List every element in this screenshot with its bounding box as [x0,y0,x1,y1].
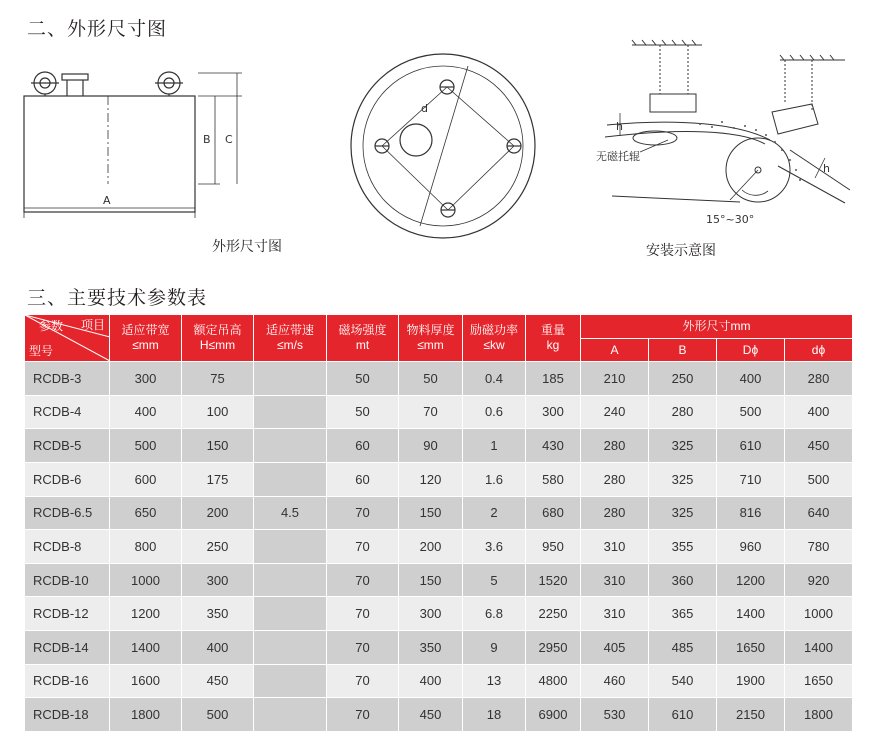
cell-model: RCDB-6 [25,462,110,496]
drawings [0,0,880,270]
cell-weight: 680 [526,496,581,530]
cell-model: RCDB-12 [25,597,110,631]
cell-dim-outer-diameter: 1650 [717,631,785,665]
cell-weight: 6900 [526,698,581,732]
cell-height: 500 [182,698,254,732]
cell-height: 100 [182,395,254,429]
cell-model: RCDB-4 [25,395,110,429]
table-row [25,698,853,732]
corner-header [25,315,110,362]
cell-dim-a: 280 [581,429,649,463]
cell-power: 13 [463,664,526,698]
header-dimensions-group: 外形尺寸mm [581,315,853,339]
cell-width: 1600 [110,664,182,698]
header-field: 磁场强度 mt [327,315,399,362]
cell-model: RCDB-10 [25,563,110,597]
cell-weight: 430 [526,429,581,463]
cell-width: 800 [110,530,182,564]
cell-height: 300 [182,563,254,597]
install-label-h1: h [616,120,623,133]
cell-width: 300 [110,362,182,396]
cell-thickness: 300 [399,597,463,631]
dim-label-d: d [421,102,428,115]
cell-speed [254,395,327,429]
cell-dim-outer-diameter: 1900 [717,664,785,698]
dim-label-b: B [203,133,211,146]
cell-dim-b: 325 [649,496,717,530]
cell-height: 75 [182,362,254,396]
cell-dim-inner-diameter: 1400 [785,631,853,665]
header-dim-inner-diameter: dϕ [785,339,853,362]
cell-thickness: 150 [399,496,463,530]
cell-model: RCDB-14 [25,631,110,665]
dim-label-c: C [225,133,233,146]
cell-dim-inner-diameter: 780 [785,530,853,564]
table-row [25,462,853,496]
cell-dim-outer-diameter: 816 [717,496,785,530]
cell-height: 150 [182,429,254,463]
cell-weight: 4800 [526,664,581,698]
cell-dim-outer-diameter: 1400 [717,597,785,631]
cell-dim-inner-diameter: 1650 [785,664,853,698]
cell-dim-inner-diameter: 1800 [785,698,853,732]
header-power: 励磁功率 ≤kw [463,315,526,362]
cell-power: 9 [463,631,526,665]
cell-field: 70 [327,496,399,530]
header-dim-outer-diameter: Dϕ [717,339,785,362]
install-caption: 安装示意图 [646,243,716,259]
cell-speed [254,631,327,665]
cell-thickness: 200 [399,530,463,564]
roller-label: 无磁托辊 [596,150,640,163]
cell-field: 50 [327,395,399,429]
corner-item-label: 项目 [80,318,105,332]
cell-power: 18 [463,698,526,732]
cell-model: RCDB-16 [25,664,110,698]
cell-dim-outer-diameter: 2150 [717,698,785,732]
cell-thickness: 350 [399,631,463,665]
cell-dim-a: 280 [581,462,649,496]
cell-dim-b: 610 [649,698,717,732]
params-section-title: 三、主要技术参数表 [27,287,208,309]
cell-dim-a: 530 [581,698,649,732]
install-label-h2: h [823,162,830,175]
cell-field: 60 [327,429,399,463]
cell-height: 350 [182,597,254,631]
cell-thickness: 400 [399,664,463,698]
table-row [25,530,853,564]
cell-speed [254,530,327,564]
header-speed: 适应带速 ≤m/s [254,315,327,362]
cell-height: 200 [182,496,254,530]
table-row [25,395,853,429]
cell-dim-b: 360 [649,563,717,597]
cell-height: 450 [182,664,254,698]
cell-dim-inner-diameter: 500 [785,462,853,496]
cell-speed [254,698,327,732]
cell-width: 400 [110,395,182,429]
cell-dim-a: 405 [581,631,649,665]
cell-speed: 4.5 [254,496,327,530]
cell-weight: 950 [526,530,581,564]
cell-dim-b: 485 [649,631,717,665]
cell-field: 70 [327,530,399,564]
cell-height: 250 [182,530,254,564]
spec-table-body [25,362,853,732]
corner-param-label: 参数 [39,319,64,333]
cell-model: RCDB-18 [25,698,110,732]
cell-model: RCDB-5 [25,429,110,463]
cell-model: RCDB-8 [25,530,110,564]
cell-dim-a: 310 [581,563,649,597]
cell-height: 175 [182,462,254,496]
top-view-drawing [351,54,535,238]
cell-dim-inner-diameter: 280 [785,362,853,396]
cell-weight: 185 [526,362,581,396]
cell-dim-a: 460 [581,664,649,698]
cell-dim-inner-diameter: 450 [785,429,853,463]
cell-field: 70 [327,631,399,665]
cell-power: 0.6 [463,395,526,429]
cell-dim-outer-diameter: 1200 [717,563,785,597]
cell-dim-inner-diameter: 1000 [785,597,853,631]
dim-label-a: A [103,194,111,207]
cell-thickness: 150 [399,563,463,597]
header-dim-b: B [649,339,717,362]
cell-dim-b: 325 [649,429,717,463]
cell-dim-a: 240 [581,395,649,429]
cell-weight: 580 [526,462,581,496]
cell-width: 1400 [110,631,182,665]
cell-field: 70 [327,698,399,732]
installation-drawing [605,40,850,203]
cell-field: 50 [327,362,399,396]
cell-dim-a: 310 [581,597,649,631]
cell-power: 1.6 [463,462,526,496]
cell-field: 60 [327,462,399,496]
cell-field: 70 [327,563,399,597]
corner-model-label: 型号 [29,344,54,358]
cell-dim-b: 280 [649,395,717,429]
cell-thickness: 70 [399,395,463,429]
cell-speed [254,362,327,396]
header-thickness: 物料厚度 ≤mm [399,315,463,362]
table-row [25,597,853,631]
cell-power: 2 [463,496,526,530]
cell-thickness: 120 [399,462,463,496]
cell-power: 1 [463,429,526,463]
cell-weight: 1520 [526,563,581,597]
table-row [25,496,853,530]
cell-power: 6.8 [463,597,526,631]
cell-dim-inner-diameter: 400 [785,395,853,429]
header-height: 额定吊高 H≤mm [182,315,254,362]
header-dim-a: A [581,339,649,362]
cell-weight: 2950 [526,631,581,665]
cell-model: RCDB-6.5 [25,496,110,530]
cell-dim-outer-diameter: 710 [717,462,785,496]
cell-width: 1200 [110,597,182,631]
cell-dim-a: 280 [581,496,649,530]
header-weight: 重量 kg [526,315,581,362]
cell-speed [254,664,327,698]
cell-dim-outer-diameter: 610 [717,429,785,463]
cell-speed [254,597,327,631]
cell-dim-outer-diameter: 500 [717,395,785,429]
table-row [25,631,853,665]
cell-power: 5 [463,563,526,597]
cell-weight: 300 [526,395,581,429]
spec-table [24,314,853,732]
header-width: 适应带宽 ≤mm [110,315,182,362]
cell-dim-inner-diameter: 640 [785,496,853,530]
cell-model: RCDB-3 [25,362,110,396]
cell-width: 1000 [110,563,182,597]
cell-width: 650 [110,496,182,530]
cell-dim-outer-diameter: 400 [717,362,785,396]
cell-width: 1800 [110,698,182,732]
cell-thickness: 450 [399,698,463,732]
angle-label: 15°~30° [706,213,755,226]
table-row [25,664,853,698]
cell-dim-outer-diameter: 960 [717,530,785,564]
cell-power: 0.4 [463,362,526,396]
cell-weight: 2250 [526,597,581,631]
table-row [25,362,853,396]
cell-speed [254,462,327,496]
cell-field: 70 [327,664,399,698]
cell-width: 600 [110,462,182,496]
cell-dim-inner-diameter: 920 [785,563,853,597]
cell-thickness: 50 [399,362,463,396]
cell-dim-a: 310 [581,530,649,564]
cell-dim-b: 355 [649,530,717,564]
cell-thickness: 90 [399,429,463,463]
cell-dim-b: 540 [649,664,717,698]
cell-dim-a: 210 [581,362,649,396]
material-dots [699,121,801,181]
cell-dim-b: 365 [649,597,717,631]
cell-height: 400 [182,631,254,665]
table-row [25,429,853,463]
cell-width: 500 [110,429,182,463]
table-row [25,563,853,597]
cell-power: 3.6 [463,530,526,564]
cell-dim-b: 325 [649,462,717,496]
cell-speed [254,563,327,597]
cell-field: 70 [327,597,399,631]
outline-caption: 外形尺寸图 [212,239,282,255]
cell-speed [254,429,327,463]
cell-dim-b: 250 [649,362,717,396]
dimensions-section-title: 二、外形尺寸图 [27,18,168,40]
